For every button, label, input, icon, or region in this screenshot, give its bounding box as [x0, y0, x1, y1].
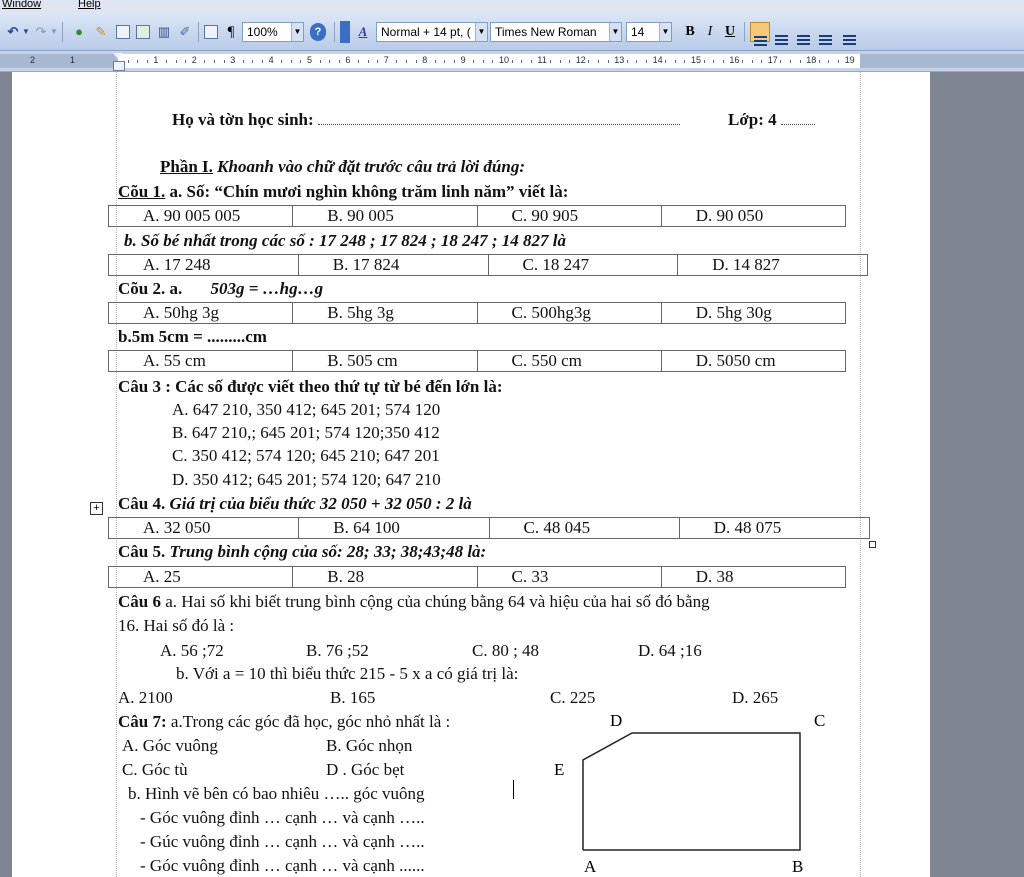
q2-label: Cõu 2. a.	[118, 279, 183, 298]
document-map-icon[interactable]	[204, 25, 218, 39]
ruler-number: 9	[460, 55, 466, 65]
ruler-number: 10	[499, 55, 510, 65]
q7-question	[118, 712, 450, 732]
option-cell[interactable]: B. 28	[293, 567, 477, 587]
q7-answer-line[interactable]: - Góc vuông đỉnh … cạnh … và cạnh ......	[140, 856, 425, 875]
class-label	[728, 110, 815, 130]
q1b-options-table	[108, 254, 868, 276]
ruler-tick	[262, 60, 263, 63]
toolbar-separator	[198, 22, 199, 42]
menu-bar	[0, 0, 1024, 14]
font-value: Times New Roman	[495, 25, 597, 39]
ruler-tick	[368, 60, 369, 63]
italic-button[interactable]: I	[707, 24, 713, 39]
ruler-tick	[176, 60, 177, 63]
menu-window[interactable]: Window	[2, 0, 42, 10]
align-center-icon	[775, 35, 788, 45]
ruler-tick	[454, 60, 455, 63]
figure-label-b: B	[792, 857, 804, 876]
tables-borders-icon[interactable]: ✎	[95, 24, 107, 39]
ruler-tick	[300, 60, 301, 63]
drawing-icon[interactable]: ✐	[179, 24, 191, 39]
q7a-option[interactable]: B. Góc nhọn	[326, 736, 413, 755]
ruler-tick	[569, 60, 570, 63]
ruler-number: 2	[30, 55, 36, 65]
ruler-tick	[128, 60, 129, 63]
align-left-button[interactable]	[750, 22, 770, 42]
q7-label: Câu 7:	[118, 712, 167, 731]
q2b-options-table	[108, 350, 846, 372]
figure-label-d: D	[610, 711, 623, 730]
text-cursor	[513, 780, 514, 799]
justify-icon	[819, 35, 832, 45]
line-spacing-button[interactable]	[840, 22, 860, 42]
font-select[interactable]	[490, 22, 622, 42]
ruler-tick	[675, 60, 676, 63]
q7a-option[interactable]: C. Góc tù	[122, 760, 188, 779]
student-name-label	[172, 110, 680, 130]
q6b-option[interactable]: C. 225	[550, 688, 596, 707]
ruler-number: 1	[70, 55, 76, 65]
font-size-select[interactable]	[626, 22, 672, 42]
q1a-question	[118, 182, 568, 202]
q6a-option[interactable]: D. 64 ;16	[638, 641, 702, 660]
figure-polygon	[583, 733, 800, 850]
angle-figure	[554, 708, 850, 877]
ruler-tick	[416, 60, 417, 63]
q6b-option[interactable]: A. 2100	[118, 688, 173, 707]
ruler-tick	[684, 60, 685, 63]
menu-help[interactable]: Help	[78, 0, 101, 10]
ruler-tick	[800, 60, 801, 63]
ruler-tick	[339, 60, 340, 63]
ruler-tick	[627, 60, 628, 63]
ruler-number: 17	[767, 55, 778, 65]
q6b-question: b. Với a = 10 thì biểu thức 215 - 5 x a có giá trị là:	[176, 664, 519, 683]
q3-option[interactable]: D. 350 412; 645 201; 574 120; 647 210	[172, 470, 441, 489]
bold-button[interactable]: B	[685, 24, 695, 39]
ruler-tick	[713, 60, 714, 63]
ruler-number: 19	[844, 55, 855, 65]
undo-dropdown-icon[interactable]: ▼	[22, 27, 30, 36]
table-resize-handle[interactable]	[869, 541, 876, 548]
option-cell[interactable]: C. 90 905	[478, 206, 662, 226]
toolbar-separator	[744, 22, 745, 42]
q3-option[interactable]: B. 647 210,; 645 201; 574 120;350 412	[172, 423, 440, 442]
ruler-tick	[838, 60, 839, 63]
redo-icon[interactable]: ↷	[35, 24, 47, 39]
option-cell[interactable]: D. 38	[695, 567, 734, 586]
q5-options-table	[108, 566, 846, 588]
option-cell[interactable]: A. 50hg 3g	[109, 303, 293, 323]
ruler-tick	[483, 60, 484, 63]
ruler-tick	[665, 60, 666, 63]
q2a-text: 503g = …hg…g	[210, 279, 324, 298]
option-cell[interactable]: B. 90 005	[293, 206, 477, 226]
ruler-tick	[137, 60, 138, 63]
q6-text: a. Hai số khi biết trung bình cộng của chúng bằng 64 và hiệu của hai số đó bằng	[165, 592, 710, 611]
chevron-down-icon: ▼	[291, 23, 303, 41]
ruler-number: 8	[422, 55, 428, 65]
ruler-tick	[204, 60, 205, 63]
q7-text: a.Trong các góc đã học, góc nhỏ nhất là :	[170, 712, 451, 731]
q2b-question: b.5m 5cm = .........cm	[118, 327, 267, 346]
ruler-number: 3	[230, 55, 236, 65]
q1a-text: a. Số: “Chín mươi nghìn không trăm linh năm” viết là:	[169, 182, 569, 201]
option-cell[interactable]: C. 18 247	[489, 255, 679, 275]
ruler-tick	[560, 60, 561, 63]
ruler-number: 14	[652, 55, 663, 65]
option-cell[interactable]: A. 32 050	[109, 518, 299, 538]
q5-text: Trung bình cộng của số: 28; 33; 38;43;48 là:	[169, 542, 487, 561]
q4-question	[118, 494, 472, 514]
ruler-tick	[598, 60, 599, 63]
option-cell[interactable]: A. 17 248	[109, 255, 299, 275]
ruler-tick	[329, 60, 330, 63]
columns-icon[interactable]: ▥	[157, 24, 171, 39]
q1a-options-table	[108, 205, 846, 227]
ruler-tick	[281, 60, 282, 63]
ruler-number: 2	[191, 55, 197, 65]
q1b-question: b. Số bé nhất trong các số : 17 248 ; 17 824 ; 18 247 ; 14 827 là	[124, 231, 566, 250]
option-cell[interactable]: C. 550 cm	[478, 351, 662, 371]
ruler-number: 5	[307, 55, 313, 65]
ruler-tick	[608, 60, 609, 63]
ruler-tick	[243, 60, 244, 63]
name-blank[interactable]	[318, 112, 680, 125]
option-cell[interactable]: C. 500hg3g	[478, 303, 662, 323]
q2a-options-table	[108, 302, 846, 324]
figure-label-c: C	[814, 711, 826, 730]
q7a-option[interactable]: D . Góc bẹt	[326, 760, 405, 779]
ruler-tick	[396, 60, 397, 63]
q6-question-line1	[118, 592, 710, 612]
ruler-number: 4	[268, 55, 274, 65]
ruler-tick	[377, 60, 378, 63]
ruler-tick	[406, 60, 407, 63]
ruler-tick	[790, 60, 791, 63]
ruler-tick	[828, 60, 829, 63]
q7a-option[interactable]: A. Góc vuông	[122, 736, 218, 755]
class-blank[interactable]	[781, 112, 815, 125]
align-left-icon	[754, 36, 767, 46]
indent-marker[interactable]	[113, 53, 123, 69]
q2a-question	[118, 279, 323, 299]
styles-formatting-icon[interactable]: A	[358, 24, 368, 39]
insert-excel-icon[interactable]	[136, 25, 150, 39]
q6a-option[interactable]: B. 76 ;52	[306, 641, 369, 660]
q6-label: Câu 6	[118, 592, 161, 611]
ruler-tick	[224, 60, 225, 63]
ruler-tick	[492, 60, 493, 63]
line-spacing-icon	[843, 35, 856, 45]
option-cell[interactable]: B. 505 cm	[293, 351, 477, 371]
right-margin-guide	[860, 72, 861, 877]
part1-text: Khoanh vào chữ đặt trước câu trả lời đúng:	[217, 157, 525, 176]
q3-option[interactable]: A. 647 210, 350 412; 645 201; 574 120	[172, 400, 441, 419]
ruler-tick	[646, 60, 647, 63]
toolbar-handle-icon[interactable]	[340, 21, 350, 43]
ruler-tick	[185, 60, 186, 63]
option-cell[interactable]: D. 48 075	[713, 518, 782, 537]
ruler-number: 15	[691, 55, 702, 65]
option-cell[interactable]: D. 5050 cm	[695, 351, 776, 370]
q6a-option[interactable]: C. 80 ; 48	[472, 641, 540, 660]
q4-options-table	[108, 517, 870, 539]
q1-label: Cõu 1.	[118, 182, 166, 201]
ruler-number: 13	[614, 55, 625, 65]
chevron-down-icon: ▼	[659, 23, 671, 41]
hyperlink-icon[interactable]: ●	[75, 24, 83, 39]
undo-icon[interactable]: ↶	[7, 24, 19, 39]
option-cell[interactable]: C. 48 045	[490, 518, 680, 538]
toolbar-separator	[334, 22, 335, 42]
align-center-button[interactable]	[772, 22, 792, 42]
ruler-tick	[636, 60, 637, 63]
option-cell[interactable]: B. 17 824	[299, 255, 489, 275]
q6-question-line2: 16. Hai số đó là :	[118, 616, 235, 635]
option-cell[interactable]: D. 5hg 30g	[695, 303, 772, 322]
ruler-tick	[819, 60, 820, 63]
ruler-number: 6	[345, 55, 351, 65]
option-cell[interactable]: D. 14 827	[712, 255, 780, 274]
ruler-tick	[147, 60, 148, 63]
help-icon[interactable]: ?	[310, 23, 326, 41]
student-name-text: Họ và tờn học sinh:	[172, 110, 314, 129]
ruler-number: 12	[575, 55, 586, 65]
ruler-right-margin	[860, 54, 1024, 68]
align-right-icon	[797, 35, 810, 45]
ruler-tick	[358, 60, 359, 63]
ruler-tick	[521, 60, 522, 63]
ruler-tick	[166, 60, 167, 63]
ruler-tick	[214, 60, 215, 63]
q7b-question: b. Hình vẽ bên có bao nhiêu ….. góc vuông	[128, 784, 425, 803]
q3-option[interactable]: C. 350 412; 574 120; 645 210; 647 201	[172, 446, 440, 465]
part1-label: Phần I.	[160, 157, 213, 176]
option-cell[interactable]: B. 64 100	[299, 518, 489, 538]
ruler-tick	[588, 60, 589, 63]
ruler-tick	[512, 60, 513, 63]
part1-heading	[160, 157, 525, 177]
q7-answer-line[interactable]: - Gúc vuông đỉnh … cạnh … và cạnh …..	[140, 832, 425, 851]
q4-label: Câu 4.	[118, 494, 166, 513]
font-size-value: 14	[631, 25, 645, 39]
toolbar	[0, 14, 1024, 51]
chevron-down-icon: ▼	[609, 23, 621, 41]
option-cell[interactable]: C. 33	[478, 567, 662, 587]
ruler-tick	[320, 60, 321, 63]
ruler-tick	[723, 60, 724, 63]
ruler-tick	[752, 60, 753, 63]
style-select[interactable]	[376, 22, 488, 42]
q6b-option[interactable]: D. 265	[732, 688, 779, 707]
show-hide-paragraph-icon[interactable]: ¶	[227, 24, 235, 40]
ruler-tick	[435, 60, 436, 63]
ruler-tick	[444, 60, 445, 63]
ruler-number: 18	[806, 55, 817, 65]
option-cell[interactable]: D. 90 050	[695, 206, 764, 225]
option-cell[interactable]: A. 25	[109, 567, 293, 587]
class-text: Lớp: 4	[728, 110, 777, 129]
ruler-tick	[550, 60, 551, 63]
align-right-button[interactable]	[794, 22, 814, 42]
zoom-value: 100%	[247, 25, 278, 39]
style-value: Normal + 14 pt, (	[381, 25, 471, 39]
ruler-tick	[252, 60, 253, 63]
left-margin-guide	[116, 72, 117, 877]
ruler-left-margin	[0, 54, 118, 68]
ruler-number: 7	[383, 55, 389, 65]
insert-table-icon[interactable]	[116, 25, 130, 39]
q6b-option[interactable]: B. 165	[330, 688, 376, 707]
q6a-option[interactable]: A. 56 ;72	[160, 641, 224, 660]
ruler-tick	[761, 60, 762, 63]
figure-label-e: E	[554, 760, 565, 779]
chevron-down-icon: ▼	[475, 23, 487, 41]
table-move-handle-icon[interactable]: +	[90, 502, 103, 515]
ruler-tick	[742, 60, 743, 63]
toolbar-separator	[62, 22, 63, 42]
option-cell[interactable]: A. 90 005 005	[109, 206, 293, 226]
zoom-select[interactable]	[242, 22, 304, 42]
q5-question	[118, 542, 486, 562]
option-cell[interactable]: A. 55 cm	[109, 351, 293, 371]
horizontal-ruler[interactable]	[0, 51, 1024, 72]
figure-label-a: A	[584, 857, 597, 876]
underline-button[interactable]: U	[724, 24, 736, 39]
q3-question: Câu 3 : Các số được viết theo thứ tự từ bé đến lớn là:	[118, 377, 503, 396]
ruler-tick	[291, 60, 292, 63]
ruler-tick	[473, 60, 474, 63]
redo-dropdown-icon[interactable]: ▼	[50, 27, 58, 36]
workspace-background	[930, 72, 1024, 877]
q4-text: Giá trị của biểu thức 32 050 + 32 050 : 2 là	[169, 494, 472, 513]
ruler-number: 16	[729, 55, 740, 65]
option-cell[interactable]: B. 5hg 3g	[293, 303, 477, 323]
ruler-tick	[531, 60, 532, 63]
justify-button[interactable]	[816, 22, 836, 42]
ruler-number: 1	[153, 55, 159, 65]
ruler-tick	[704, 60, 705, 63]
ruler-tick	[780, 60, 781, 63]
q5-label: Câu 5.	[118, 542, 166, 561]
ruler-number: 11	[537, 55, 547, 65]
q7-answer-line[interactable]: - Góc vuông đỉnh … cạnh … và cạnh …..	[140, 808, 425, 827]
